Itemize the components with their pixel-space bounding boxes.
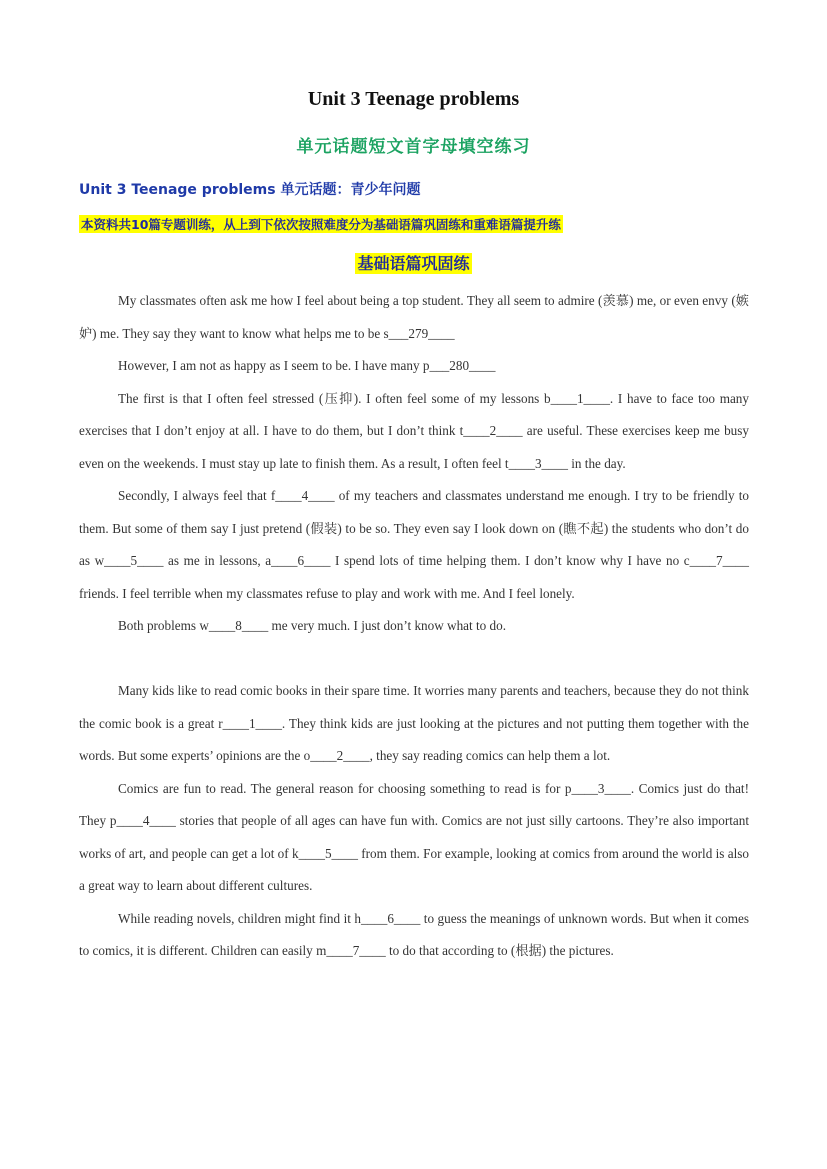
section-heading xyxy=(0,251,827,274)
passage2-paragraph-3: While reading novels, children might find it h____6____ to guess the meanings of unknown words. But when it comes to comics, it is different. Children can easily m____7____ to do that according to (根据) the pictures. xyxy=(79,910,749,958)
passage1-paragraph-2: However, I am not as happy as I seem to be. I have many p___280____ xyxy=(118,358,496,373)
passage1-paragraph-4: Secondly, I always feel that f____4____ of my teachers and classmates understand me enough. I try to be friendly to them. But some of them say I just pretend (假装) to be so. They even say I look down on (瞧不起) the students who don’t do as w____5____ as me in lessons, a____6____ I spend lots of time helping them. I don’t know why I have no c____7____ friends. I feel terrible when my classmates refuse to play and work with me. And I feel lonely. xyxy=(79,488,749,601)
passage1-paragraph-1: My classmates often ask me how I feel about being a top student. They all seem to admire (羡慕) me, or even envy (嫉妒) me. They say they want to know what helps me to be s___279____ xyxy=(79,293,749,341)
page-subtitle: 单元话题短文首字母填空练习 xyxy=(296,137,531,157)
passage1-paragraph-3: The first is that I often feel stressed (压抑). I often feel some of my lessons b____1____. I have to face too many exercises that I don’t enjoy at all. I have to do them, but I don’t think t____2____ are useful. These exercises keep me busy even on the weekends. I must stay up late to finish them. As a result, I often feel t____3____ in the day. xyxy=(79,390,749,471)
passages xyxy=(79,285,749,968)
passage2-paragraph-2: Comics are fun to read. The general reason for choosing something to read is for p____3____. Comics just do that! They p____4____ stories that people of all ages can have fun with. Comics are not just silly cartoons. They’re also important works of art, and people can get a lot of k____5____ from them. For example, looking at comics from around the world is also a great way to learn about different cultures. xyxy=(79,780,749,893)
unit-topic: Unit 3 Teenage problems 单元话题：青少年问题 xyxy=(79,182,421,198)
section-title: 基础语篇巩固练 xyxy=(357,254,470,273)
notice-banner: 本资料共10篇专题训练，从上到下依次按照难度分为基础语篇巩固练和重难语篇提升练 xyxy=(81,217,561,232)
page-title: Unit 3 Teenage problems xyxy=(307,88,520,110)
passage2-paragraph-1: Many kids like to read comic books in their spare time. It worries many parents and teachers, because they do not think the comic book is a great r____1____. They think kids are just looking at the pictures and not putting them together with the words. But some experts’ opinions are the o____2____, they say reading comics can help them a lot. xyxy=(79,683,749,763)
passage1-paragraph-5: Both problems w____8____ me very much. I just don’t know what to do. xyxy=(118,618,507,633)
